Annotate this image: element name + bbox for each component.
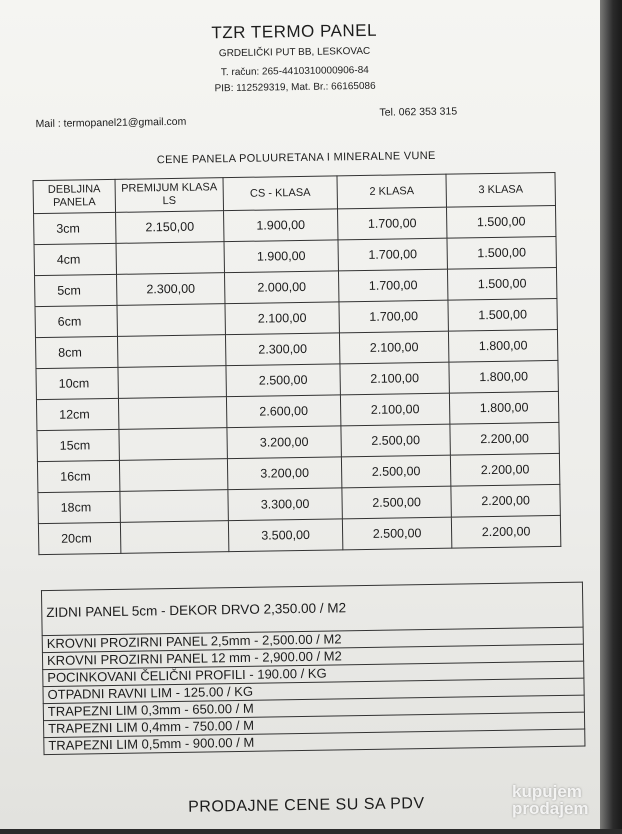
- extras-item: TRAPEZNI LIM 0,5mm - 900.00 / M: [44, 729, 585, 754]
- watermark-line2: prodajem: [512, 799, 589, 818]
- price-cell: 2.100,00: [340, 393, 449, 426]
- price-cell: 2.200,00: [450, 453, 559, 486]
- price-cell: [116, 242, 224, 275]
- company-pib: PIB: 112529319, Mat. Br.: 66165086: [214, 80, 376, 95]
- price-cell: 1.500,00: [448, 298, 557, 331]
- extras-item: KROVNI PROZIRNI PANEL 2,5mm - 2,500.00 / M2: [42, 627, 583, 652]
- price-table: [33, 172, 562, 555]
- price-cell: 1.800,00: [449, 360, 558, 393]
- company-mail: Mail : termopanel21@gmail.com: [35, 115, 187, 131]
- company-name: TZR TERMO PANEL: [211, 20, 378, 43]
- company-account: T. račun: 265-4410310000906-84: [220, 64, 369, 79]
- price-cell: 2.100,00: [225, 302, 339, 335]
- thickness-cell: 10cm: [36, 367, 118, 399]
- price-cell: [120, 521, 228, 554]
- price-cell: [118, 397, 226, 430]
- price-cell: 2.150,00: [116, 211, 224, 244]
- price-cell: 2.500,00: [341, 455, 450, 488]
- price-cell: 1.800,00: [448, 329, 557, 362]
- price-cell: 2.100,00: [339, 331, 448, 364]
- price-cell: 3.200,00: [227, 426, 341, 459]
- price-cell: 2.600,00: [226, 395, 340, 428]
- price-cell: 1.800,00: [449, 391, 558, 424]
- price-cell: 3.500,00: [228, 519, 342, 552]
- price-cell: 1.700,00: [338, 238, 447, 271]
- price-cell: 1.700,00: [338, 207, 447, 240]
- header-cs-class: CS - KLASA: [223, 176, 338, 211]
- company-address: GRDELIČKI PUT BB, LESKOVAC: [218, 45, 371, 60]
- price-cell: 2.200,00: [451, 515, 560, 548]
- price-cell: [117, 335, 225, 368]
- price-cell: [119, 459, 227, 492]
- thickness-cell: 12cm: [36, 398, 118, 430]
- price-cell: [118, 366, 226, 399]
- thickness-cell: 15cm: [37, 429, 119, 461]
- price-cell: 2.200,00: [451, 484, 560, 517]
- header-thickness: DEBLJINA PANELA: [33, 179, 116, 213]
- extras-item: POCINKOVANI ČELIČNI PROFILI - 190.00 / KG: [43, 661, 584, 686]
- price-cell: 1.900,00: [224, 240, 338, 273]
- extras-item: TRAPEZNI LIM 0,4mm - 750.00 / M: [44, 712, 585, 737]
- table-title: CENE PANELA POLUURETANA I MINERALNE VUNE: [156, 149, 436, 167]
- price-cell: 1.900,00: [224, 209, 338, 242]
- extras-item: KROVNI PROZIRNI PANEL 12 mm - 2,900.00 / M2: [42, 644, 583, 669]
- company-tel: Tel. 062 353 315: [379, 105, 458, 119]
- header-class-2: 2 KLASA: [337, 174, 447, 209]
- price-cell: 2.500,00: [341, 424, 450, 457]
- thickness-cell: 20cm: [38, 522, 120, 554]
- thickness-cell: 6cm: [35, 305, 117, 337]
- price-cell: 1.500,00: [447, 236, 556, 269]
- thickness-cell: 18cm: [38, 491, 120, 523]
- price-cell: 1.700,00: [338, 269, 447, 302]
- price-cell: [120, 490, 228, 523]
- thickness-cell: 8cm: [35, 336, 117, 368]
- extras-item: OTPADNI RAVNI LIM - 125.00 / KG: [43, 678, 584, 703]
- price-cell: 1.500,00: [447, 267, 556, 300]
- extras-item: TRAPEZNI LIM 0,3mm - 650.00 / M: [43, 695, 584, 720]
- price-cell: 2.500,00: [226, 364, 340, 397]
- watermark-logo: [512, 783, 612, 817]
- watermark-line1: kupujem: [512, 782, 582, 801]
- price-cell: 1.500,00: [446, 205, 555, 238]
- price-cell: 2.200,00: [450, 422, 559, 455]
- header-premium: PREMIJUM KLASA LS: [115, 178, 224, 213]
- price-cell: [119, 428, 227, 461]
- price-cell: 3.200,00: [227, 457, 341, 490]
- price-cell: 2.300,00: [117, 273, 225, 306]
- price-cell: 1.700,00: [339, 300, 448, 333]
- price-cell: 2.100,00: [340, 362, 449, 395]
- extras-table: [41, 582, 586, 755]
- thickness-cell: 3cm: [34, 212, 116, 244]
- price-cell: 2.300,00: [225, 333, 339, 366]
- price-cell: 2.500,00: [342, 517, 451, 550]
- thickness-cell: 4cm: [34, 243, 116, 275]
- price-cell: [117, 304, 225, 337]
- header-class-3: 3 KLASA: [446, 172, 556, 207]
- price-cell: 2.500,00: [342, 486, 451, 519]
- thickness-cell: 16cm: [37, 460, 119, 492]
- price-cell: 3.300,00: [228, 488, 342, 521]
- thickness-cell: 5cm: [35, 274, 117, 306]
- price-cell: 2.000,00: [224, 271, 338, 304]
- extras-item: ZIDNI PANEL 5cm - DEKOR DRVO 2,350.00 / M2: [41, 582, 583, 635]
- footer-note: PRODAJNE CENE SU SA PDV: [188, 795, 425, 816]
